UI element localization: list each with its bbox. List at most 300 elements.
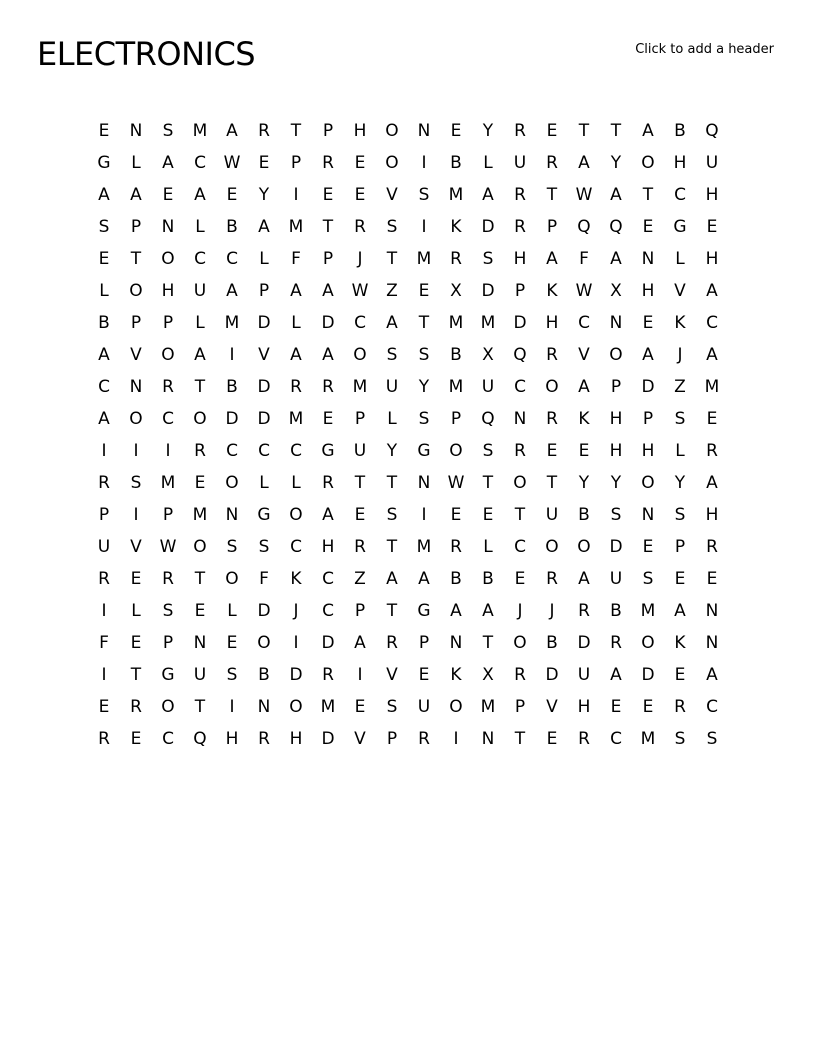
grid-letter: E	[194, 601, 206, 621]
grid-letter: M	[416, 249, 432, 269]
grid-letter: R	[354, 537, 366, 557]
grid-letter: M	[480, 697, 496, 717]
grid-letter: R	[514, 217, 526, 237]
grid-letter: I	[133, 441, 139, 461]
grid-letter: L	[675, 249, 685, 269]
grid-letter: H	[705, 505, 719, 525]
grid-letter: O	[641, 633, 655, 653]
grid-letter: G	[321, 441, 335, 461]
grid-letter: A	[258, 217, 270, 237]
grid-letter: C	[162, 409, 174, 429]
grid-letter: P	[322, 121, 334, 141]
grid-letter: E	[418, 281, 430, 301]
grid-letter: C	[322, 569, 334, 589]
grid-letter: O	[513, 473, 527, 493]
grid-letter: D	[257, 409, 271, 429]
grid-letter: Y	[258, 185, 270, 205]
grid-row	[88, 307, 728, 339]
grid-letter: U	[513, 153, 527, 173]
grid-letter: I	[229, 697, 235, 717]
grid-letter: T	[514, 505, 526, 525]
grid-letter: A	[386, 569, 398, 589]
grid-letter: A	[546, 249, 558, 269]
grid-letter: P	[642, 409, 654, 429]
grid-letter: C	[706, 697, 718, 717]
grid-letter: O	[545, 537, 559, 557]
grid-letter: T	[386, 249, 398, 269]
grid-letter: L	[99, 281, 109, 301]
grid-letter: Q	[513, 345, 527, 365]
grid-letter: P	[514, 697, 526, 717]
grid-letter: X	[482, 345, 494, 365]
grid-letter: T	[354, 473, 366, 493]
grid-letter: S	[386, 697, 398, 717]
grid-letter: E	[162, 185, 174, 205]
grid-letter: X	[610, 281, 622, 301]
grid-letter: E	[354, 505, 366, 525]
grid-letter: A	[98, 185, 110, 205]
grid-letter: H	[577, 697, 591, 717]
grid-letter: E	[642, 313, 654, 333]
grid-row	[88, 115, 728, 147]
grid-letter: S	[258, 537, 270, 557]
grid-letter: C	[354, 313, 366, 333]
grid-letter: S	[226, 665, 238, 685]
grid-row	[88, 691, 728, 723]
grid-letter: A	[322, 281, 334, 301]
grid-letter: O	[161, 697, 175, 717]
grid-letter: V	[546, 697, 558, 717]
grid-letter: R	[194, 441, 206, 461]
grid-letter: I	[453, 729, 459, 749]
grid-letter: I	[293, 633, 299, 653]
grid-letter: R	[98, 473, 110, 493]
grid-letter: S	[386, 505, 398, 525]
grid-letter: M	[640, 601, 656, 621]
grid-letter: A	[706, 665, 718, 685]
grid-letter: C	[226, 441, 238, 461]
grid-letter: P	[130, 313, 142, 333]
grid-letter: C	[610, 729, 622, 749]
grid-letter: O	[385, 121, 399, 141]
grid-letter: E	[706, 569, 718, 589]
grid-letter: O	[289, 505, 303, 525]
grid-letter: S	[482, 249, 494, 269]
grid-letter: C	[290, 537, 302, 557]
grid-letter: E	[130, 729, 142, 749]
grid-letter: T	[482, 473, 494, 493]
grid-letter: U	[481, 377, 495, 397]
grid-letter: R	[162, 377, 174, 397]
grid-letter: L	[291, 313, 301, 333]
grid-letter: C	[706, 313, 718, 333]
grid-letter: G	[417, 441, 431, 461]
grid-letter: A	[642, 121, 654, 141]
grid-letter: R	[450, 537, 462, 557]
grid-letter: B	[226, 377, 238, 397]
grid-letter: R	[514, 185, 526, 205]
grid-letter: V	[130, 345, 142, 365]
grid-letter: S	[386, 345, 398, 365]
grid-letter: L	[227, 601, 237, 621]
grid-letter: L	[259, 473, 269, 493]
grid-letter: G	[257, 505, 271, 525]
grid-row	[88, 403, 728, 435]
grid-row	[88, 563, 728, 595]
grid-letter: B	[226, 217, 238, 237]
grid-letter: S	[418, 409, 430, 429]
grid-letter: A	[418, 569, 430, 589]
grid-letter: J	[517, 601, 523, 621]
grid-letter: A	[578, 377, 590, 397]
grid-letter: N	[513, 409, 527, 429]
grid-letter: P	[610, 377, 622, 397]
grid-letter: R	[578, 729, 590, 749]
grid-letter: H	[289, 729, 303, 749]
grid-letter: S	[386, 217, 398, 237]
grid-letter: C	[578, 313, 590, 333]
grid-letter: A	[226, 281, 238, 301]
grid-letter: E	[642, 537, 654, 557]
grid-letter: I	[101, 665, 107, 685]
grid-letter: M	[160, 473, 176, 493]
grid-letter: I	[133, 505, 139, 525]
grid-letter: N	[705, 633, 719, 653]
grid-letter: A	[706, 345, 718, 365]
grid-letter: V	[578, 345, 590, 365]
grid-letter: E	[354, 153, 366, 173]
grid-letter: H	[705, 249, 719, 269]
grid-letter: E	[322, 409, 334, 429]
grid-letter: J	[549, 601, 555, 621]
grid-letter: N	[609, 313, 623, 333]
grid-letter: N	[449, 633, 463, 653]
grid-letter: E	[354, 697, 366, 717]
grid-letter: H	[609, 441, 623, 461]
grid-letter: N	[257, 697, 271, 717]
grid-letter: Z	[386, 281, 398, 301]
grid-letter: R	[546, 409, 558, 429]
grid-letter: L	[195, 313, 205, 333]
grid-letter: T	[130, 249, 142, 269]
grid-letter: C	[674, 185, 686, 205]
grid-letter: D	[481, 281, 495, 301]
grid-row	[88, 467, 728, 499]
grid-letter: O	[225, 473, 239, 493]
grid-letter: B	[258, 665, 270, 685]
grid-letter: M	[320, 697, 336, 717]
grid-letter: R	[322, 665, 334, 685]
grid-letter: D	[609, 537, 623, 557]
grid-letter: P	[354, 409, 366, 429]
grid-letter: R	[258, 729, 270, 749]
grid-letter: D	[641, 665, 655, 685]
grid-letter: Z	[354, 569, 366, 589]
grid-letter: C	[514, 537, 526, 557]
grid-letter: P	[354, 601, 366, 621]
grid-letter: O	[577, 537, 591, 557]
grid-letter: A	[706, 473, 718, 493]
grid-letter: M	[640, 729, 656, 749]
grid-letter: G	[417, 601, 431, 621]
grid-letter: R	[258, 121, 270, 141]
grid-letter: O	[609, 345, 623, 365]
grid-letter: T	[546, 473, 558, 493]
grid-letter: M	[416, 537, 432, 557]
grid-letter: S	[226, 537, 238, 557]
grid-letter: D	[225, 409, 239, 429]
grid-letter: U	[193, 665, 207, 685]
grid-letter: E	[482, 505, 494, 525]
grid-letter: R	[354, 217, 366, 237]
grid-letter: A	[290, 281, 302, 301]
grid-letter: C	[290, 441, 302, 461]
grid-letter: E	[674, 665, 686, 685]
grid-letter: C	[98, 377, 110, 397]
grid-letter: Q	[577, 217, 591, 237]
grid-letter: L	[259, 249, 269, 269]
grid-letter: A	[642, 345, 654, 365]
grid-letter: D	[577, 633, 591, 653]
grid-row	[88, 179, 728, 211]
grid-letter: M	[288, 409, 304, 429]
grid-letter: A	[386, 313, 398, 333]
grid-letter: O	[193, 409, 207, 429]
grid-letter: Y	[578, 473, 590, 493]
grid-letter: V	[258, 345, 270, 365]
grid-letter: R	[418, 729, 430, 749]
grid-letter: R	[674, 697, 686, 717]
grid-letter: E	[642, 697, 654, 717]
grid-letter: A	[706, 281, 718, 301]
grid-letter: R	[450, 249, 462, 269]
grid-letter: P	[290, 153, 302, 173]
grid-letter: N	[193, 633, 207, 653]
grid-letter: C	[258, 441, 270, 461]
grid-letter: T	[514, 729, 526, 749]
grid-letter: H	[513, 249, 527, 269]
grid-letter: A	[354, 633, 366, 653]
grid-letter: B	[610, 601, 622, 621]
grid-letter: M	[192, 505, 208, 525]
grid-letter: N	[161, 217, 175, 237]
grid-letter: X	[482, 665, 494, 685]
grid-letter: E	[98, 249, 110, 269]
grid-row	[88, 627, 728, 659]
grid-letter: N	[225, 505, 239, 525]
grid-letter: V	[386, 185, 398, 205]
grid-letter: T	[194, 377, 206, 397]
grid-letter: S	[706, 729, 718, 749]
grid-letter: H	[705, 185, 719, 205]
grid-letter: S	[98, 217, 110, 237]
grid-letter: E	[546, 729, 558, 749]
grid-letter: V	[130, 537, 142, 557]
puzzle-title: ELECTRONICS	[37, 35, 256, 73]
grid-letter: C	[194, 153, 206, 173]
grid-letter: E	[354, 185, 366, 205]
grid-letter: S	[418, 345, 430, 365]
grid-letter: R	[98, 729, 110, 749]
grid-letter: A	[578, 153, 590, 173]
grid-letter: O	[225, 569, 239, 589]
grid-letter: S	[130, 473, 142, 493]
grid-letter: D	[641, 377, 655, 397]
grid-letter: S	[642, 569, 654, 589]
grid-letter: K	[450, 665, 462, 685]
grid-letter: P	[674, 537, 686, 557]
grid-letter: H	[609, 409, 623, 429]
grid-letter: I	[421, 217, 427, 237]
grid-letter: H	[161, 281, 175, 301]
grid-letter: R	[322, 153, 334, 173]
grid-letter: Q	[193, 729, 207, 749]
grid-letter: O	[161, 345, 175, 365]
grid-letter: N	[481, 729, 495, 749]
grid-letter: M	[288, 217, 304, 237]
grid-letter: A	[322, 345, 334, 365]
grid-letter: W	[351, 281, 369, 301]
add-header-placeholder[interactable]: Click to add a header	[635, 42, 774, 57]
grid-letter: M	[704, 377, 720, 397]
grid-letter: V	[354, 729, 366, 749]
grid-letter: D	[513, 313, 527, 333]
grid-letter: R	[162, 569, 174, 589]
grid-letter: E	[194, 473, 206, 493]
grid-letter: W	[447, 473, 465, 493]
grid-letter: U	[193, 281, 207, 301]
grid-letter: T	[546, 185, 558, 205]
grid-letter: E	[130, 569, 142, 589]
grid-letter: Q	[609, 217, 623, 237]
grid-letter: P	[162, 313, 174, 333]
grid-letter: A	[610, 249, 622, 269]
grid-row	[88, 531, 728, 563]
grid-letter: U	[609, 569, 623, 589]
grid-letter: T	[130, 665, 142, 685]
word-search-grid	[88, 115, 728, 755]
grid-letter: I	[357, 665, 363, 685]
grid-letter: R	[290, 377, 302, 397]
grid-letter: B	[450, 153, 462, 173]
grid-letter: S	[674, 505, 686, 525]
grid-letter: O	[641, 153, 655, 173]
grid-letter: A	[194, 345, 206, 365]
grid-letter: T	[418, 313, 430, 333]
grid-letter: T	[610, 121, 622, 141]
grid-letter: P	[450, 409, 462, 429]
grid-letter: E	[514, 569, 526, 589]
grid-letter: U	[353, 441, 367, 461]
grid-letter: O	[129, 409, 143, 429]
grid-letter: B	[578, 505, 590, 525]
grid-letter: M	[480, 313, 496, 333]
grid-letter: E	[322, 185, 334, 205]
grid-letter: E	[98, 697, 110, 717]
grid-letter: H	[353, 121, 367, 141]
grid-letter: M	[352, 377, 368, 397]
grid-letter: M	[448, 185, 464, 205]
grid-letter: M	[448, 313, 464, 333]
grid-letter: O	[513, 633, 527, 653]
grid-letter: G	[673, 217, 687, 237]
grid-letter: L	[483, 153, 493, 173]
grid-letter: F	[99, 633, 109, 653]
grid-letter: R	[386, 633, 398, 653]
grid-row	[88, 211, 728, 243]
grid-letter: T	[642, 185, 654, 205]
grid-letter: R	[610, 633, 622, 653]
grid-letter: A	[450, 601, 462, 621]
grid-letter: K	[674, 633, 686, 653]
grid-letter: T	[386, 473, 398, 493]
grid-letter: H	[321, 537, 335, 557]
grid-letter: D	[257, 377, 271, 397]
grid-letter: M	[448, 377, 464, 397]
grid-letter: T	[386, 601, 398, 621]
grid-letter: K	[450, 217, 462, 237]
grid-letter: J	[357, 249, 363, 269]
grid-letter: K	[546, 281, 558, 301]
grid-letter: E	[258, 153, 270, 173]
grid-letter: E	[706, 409, 718, 429]
grid-letter: W	[575, 185, 593, 205]
grid-letter: A	[322, 505, 334, 525]
grid-letter: Y	[674, 473, 686, 493]
grid-letter: E	[546, 121, 558, 141]
grid-letter: Y	[610, 153, 622, 173]
grid-letter: R	[322, 377, 334, 397]
grid-letter: O	[257, 633, 271, 653]
grid-row	[88, 723, 728, 755]
grid-letter: M	[224, 313, 240, 333]
grid-letter: A	[610, 665, 622, 685]
grid-letter: Z	[674, 377, 686, 397]
grid-row	[88, 243, 728, 275]
grid-letter: B	[98, 313, 110, 333]
grid-letter: E	[450, 505, 462, 525]
grid-letter: N	[705, 601, 719, 621]
grid-letter: F	[291, 249, 301, 269]
grid-letter: W	[223, 153, 241, 173]
grid-letter: O	[449, 441, 463, 461]
grid-letter: N	[641, 249, 655, 269]
grid-letter: S	[162, 121, 174, 141]
grid-letter: P	[322, 249, 334, 269]
grid-row	[88, 499, 728, 531]
grid-letter: A	[482, 601, 494, 621]
grid-letter: P	[162, 505, 174, 525]
grid-letter: P	[386, 729, 398, 749]
grid-letter: W	[159, 537, 177, 557]
grid-letter: G	[161, 665, 175, 685]
grid-letter: O	[545, 377, 559, 397]
grid-letter: P	[130, 217, 142, 237]
grid-letter: L	[291, 473, 301, 493]
grid-letter: Y	[610, 473, 622, 493]
grid-letter: E	[418, 665, 430, 685]
grid-letter: U	[417, 697, 431, 717]
grid-letter: E	[450, 121, 462, 141]
grid-letter: V	[386, 665, 398, 685]
grid-letter: M	[192, 121, 208, 141]
grid-letter: A	[130, 185, 142, 205]
grid-letter: L	[131, 601, 141, 621]
grid-letter: R	[546, 153, 558, 173]
grid-letter: H	[545, 313, 559, 333]
grid-letter: R	[706, 537, 718, 557]
grid-letter: E	[226, 633, 238, 653]
